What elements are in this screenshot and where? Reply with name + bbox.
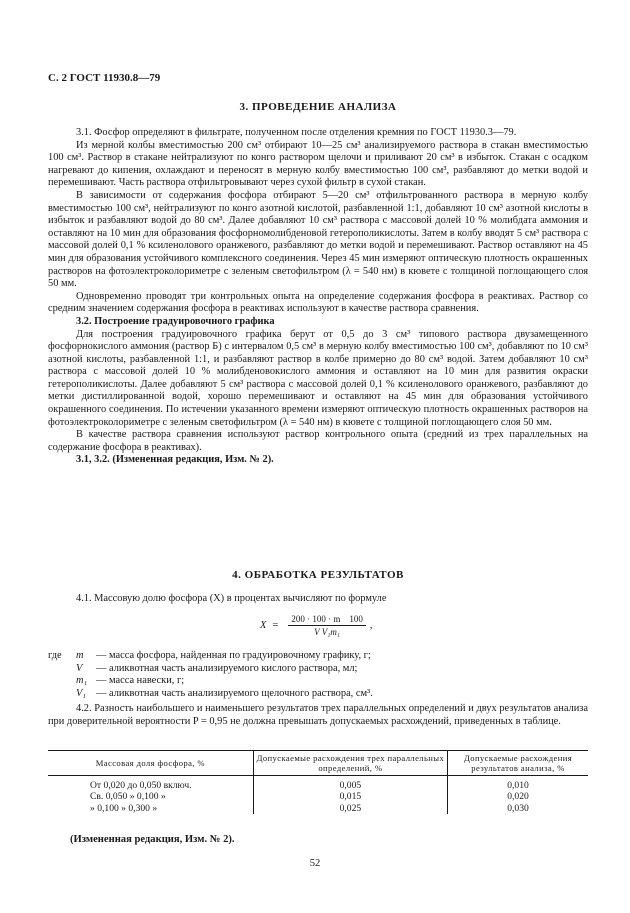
where-label: где (48, 650, 62, 661)
var-text: — аликвотная часть анализируемого щелочного раствора, см³. (96, 687, 373, 699)
table-cell: 0,015 (253, 791, 447, 802)
table-header-row (48, 751, 588, 776)
paragraph-reference: В качестве раствора сравнения используют раствор контрольного опыта (средний из трех параллельных на содержание фосфора в реактивах). (48, 429, 588, 453)
table-header: Допускаемые расхождения трех параллельных определений, % (253, 751, 447, 776)
table-header: Массовая доля фосфора, % (48, 751, 253, 776)
table-header: Допускаемые расхождения результатов анализа, % (448, 751, 588, 776)
table-cell: 0,030 (448, 803, 588, 814)
formula-lhs: X (260, 620, 267, 631)
formula-denominator: V V₁m₁ (314, 627, 341, 637)
paragraph-4-1: 4.1. Массовую долю фосфора (X) в процентах вычисляют по формуле (76, 593, 387, 604)
var-text: — масса навески, г; (96, 675, 185, 687)
table-row (48, 791, 588, 802)
edit-note-3: 3.1, 3.2. (Измененная редакция, Изм. № 2). (76, 454, 274, 466)
paragraph-control: Одновременно проводят три контрольных опыта на определение содержания фосфора в реактивах. Раствор со средним значением содержания фосфора в реактивах используют в качестве раствора сравнения. (48, 290, 588, 315)
table-cell: 0,025 (253, 803, 447, 814)
formula-equals: = (272, 620, 279, 631)
table-row (48, 776, 588, 792)
subsection-3-2-title: 3.2. Построение градуировочного графика (76, 315, 275, 327)
var-symbol: V₁ (76, 687, 86, 699)
table-cell: Св. 0,050 » 0,100 » (90, 791, 166, 803)
paragraph-procedure: В зависимости от содержания фосфора отбирают 5—20 см³ отфильтрованного раствора в мерную колбу вместимостью 100 см³, нейтрализуют по конго азотной кислотой, разбавленной 1:1, добавляют 10 см³ азотной кислоты в избыток и разбавляют водой до 80 см³. Далее добавляют 10 см³ раствора с массовой долей 10 % молибдата аммония и оставляют на 10 мин для образования фосфорномолибденовой гетерополикислоты. Затем в колбу вводят 5 см³ раствора с массовой долей 0,1 % ксиленолового оранжевого, разбавляют до метки водой и перемешивают. Раствор оставляют на 45 мин для образования устойчивого комплексного соединения. Через 45 мин измеряют оптическую плотность окрашенных растворов на фотоэлектроколориметре с зеленым светофильтром (λ = 540 нм) в кювете с толщиной поглощающего слоя 50 мм. (48, 189, 588, 290)
tolerance-table (48, 750, 588, 814)
paragraph-calibration: Для построения градуировочного графика берут от 0,5 до 3 см³ типового раствора двузамещенного фосфорнокислого аммония (раствор Б) с интервалом 0,5 см³ в мерную колбу вместимостью 100 см³, добавляют по 10 см³ азотной кислоты, разбавленной 1:1, и разбавляют раствор в колбе примерно до 80 см³ водой. Затем добавляют 10 см³ раствора с массовой долей 10 % молибденовокислого аммония и оставляют на 10 мин для развития окраски гетерополикислоты. Далее добавляют 5 см³ раствора с массовой долей 0,1 % ксиленолового оранжевого, разбавляют до метки дистиллированной водой, хорошо перемешивают и оставляют на 45 мин для образования устойчивого окрашенного соединения. По истечении указанного времени измеряют оптическую плотность окрашенных растворов на фотоэлектроколориметре с зеленым светофильтром (λ = 540 нм) в кювете с толщиной поглощающего слоя 50 мм. (48, 328, 588, 428)
paragraph-4-2: 4.2. Разность наибольшего и наименьшего результатов трех параллельных определений и двух результатов анализа при доверительной вероятности P = 0,95 не должна превышать допускаемых расхождений, приведенных в таблице. (48, 703, 588, 727)
table-cell: 0,005 (253, 776, 447, 792)
page-number: 52 (309, 858, 321, 869)
formula (260, 614, 372, 637)
page-header: С. 2 ГОСТ 11930.8—79 (48, 72, 161, 84)
paragraph-3-1: 3.1. Фосфор определяют в фильтрате, полученном после отделения кремния по ГОСТ 11930.3—79. (76, 127, 517, 138)
table-cell: 0,020 (448, 791, 588, 802)
var-symbol: m₁ (76, 675, 88, 687)
var-text: — аликвотная часть анализируемого кислого раствора, мл; (96, 662, 358, 674)
table-cell: » 0,100 » 0,300 » (90, 802, 158, 814)
section-4-title: 4. ОБРАБОТКА РЕЗУЛЬТАТОВ (232, 569, 404, 581)
variable-definitions (48, 650, 373, 700)
section-3-title: 3. ПРОВЕДЕНИЕ АНАЛИЗА (239, 101, 397, 113)
formula-comma: , (369, 620, 373, 631)
table-cell: От 0,020 до 0,050 включ. (90, 780, 192, 791)
edit-note-4: (Измененная редакция, Изм. № 2). (70, 834, 235, 845)
var-symbol: V (76, 662, 83, 674)
formula-numerator: 200 · 100 · m 100 (288, 614, 366, 626)
table-cell: 0,010 (448, 776, 588, 792)
section-3-body (48, 127, 588, 467)
table-row (48, 803, 588, 814)
paragraph-aliquot: Из мерной колбы вместимостью 200 см³ отбирают 10—25 см³ анализируемого раствора в стакан вместимостью 100 см³. Раствор в стакане нейтрализуют по конго раствором щелочи и приливают 20 см³ в избыток. Стакан с осадком нагревают до кипения, охлаждают и переносят в мерную колбу вместимостью 100 см³, разбавляют до метки водой и перемешивают. Часть раствора отфильтровывают через сухой фильтр в сухой стакан. (48, 139, 588, 189)
formula-fraction (288, 614, 366, 637)
var-text: — масса фосфора, найденная по градуировочному графику, г; (96, 650, 371, 661)
var-symbol: m (76, 650, 84, 661)
